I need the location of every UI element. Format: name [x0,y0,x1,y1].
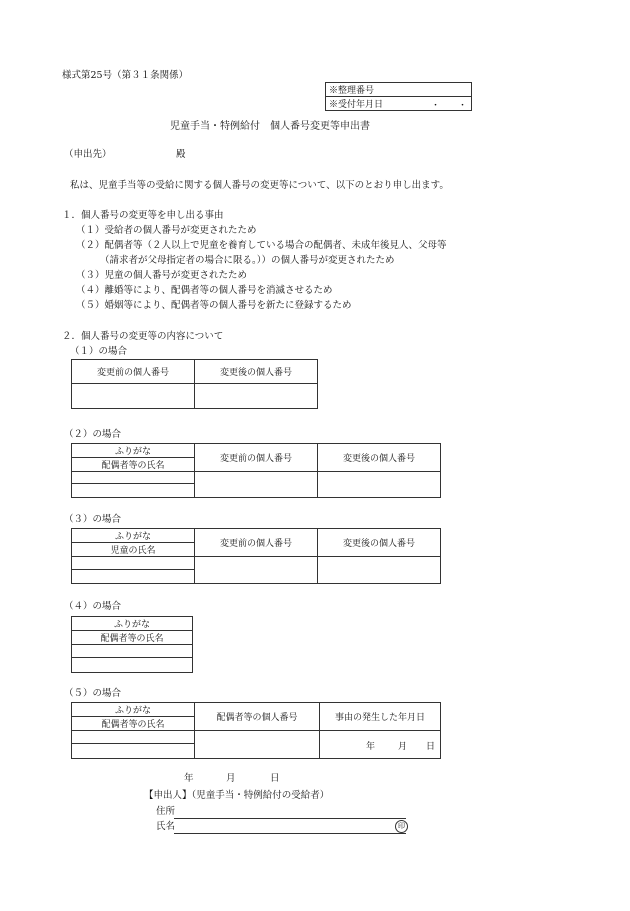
address-input[interactable] [174,818,406,819]
case3-name-header: 児童の氏名 [72,543,195,557]
case1-after-number-input[interactable] [195,384,318,409]
received-date-cell[interactable] [326,97,472,111]
case3-name-input[interactable] [72,570,195,584]
applicant-label: 【申出人】（児童手当・特例給付の受給者） [144,790,330,801]
case2-label: （２）の場合 [64,429,122,440]
case2-name-header: 配偶者等の氏名 [72,458,195,472]
reason-item: （４）離婚等により、配偶者等の個人番号を消滅させるため [76,285,333,296]
case5-table [71,702,441,759]
case4-name-input[interactable] [72,658,193,673]
case5-name-input[interactable] [72,744,195,759]
case2-before-header: 変更前の個人番号 [195,444,318,472]
name-label: 氏名 [156,821,176,832]
case3-before-header: 変更前の個人番号 [195,529,318,557]
case5-furigana-input[interactable] [72,731,195,744]
case1-after-header: 変更後の個人番号 [195,360,318,384]
reason-item: （５）婚姻等により、配偶者等の個人番号を新たに登録するため [76,300,352,311]
received-date-label: ※受付年月日 [329,100,384,110]
addressee-label: （申出先） [64,149,112,160]
admin-box [325,82,472,111]
seal-icon: 印 [395,820,408,833]
footer-date-month: 月 [226,773,236,784]
section1-heading: １．個人番号の変更等を申し出る事由 [62,210,224,221]
case4-table [71,616,193,673]
footer-date-year: 年 [184,773,194,784]
addressee-suffix: 殿 [176,149,186,160]
case1-label: （１）の場合 [70,346,128,357]
case3-furigana-header: ふりがな [72,529,195,543]
case3-table [71,528,441,584]
footer-date-day: 日 [270,773,280,784]
case3-after-number-input[interactable] [318,557,441,584]
case2-name-input[interactable] [72,484,195,498]
section2-heading: ２．個人番号の変更等の内容について [62,331,224,342]
case5-date-input[interactable] [320,731,441,759]
case5-number-input[interactable] [195,731,320,759]
case2-table [71,443,441,498]
case2-furigana-header: ふりがな [72,444,195,458]
case3-before-number-input[interactable] [195,557,318,584]
case5-day-unit: 日 [426,742,436,752]
case2-after-header: 変更後の個人番号 [318,444,441,472]
case4-furigana-input[interactable] [72,645,193,658]
case4-furigana-header: ふりがな [72,617,193,631]
case3-label: （３）の場合 [64,514,122,525]
case5-label: （５）の場合 [64,688,122,699]
case3-furigana-input[interactable] [72,557,195,570]
case2-furigana-input[interactable] [72,472,195,484]
case5-number-header: 配偶者等の個人番号 [195,703,320,731]
reason-item: （１）受給者の個人番号が変更されたため [76,225,257,236]
reason-item: （２）配偶者等（２人以上で児童を養育している場合の配偶者、未成年後見人、父母等 [76,240,447,251]
case5-year-unit: 年 [366,742,376,752]
address-label: 住所 [156,806,176,817]
received-date-dots: ・ ・ [431,101,468,111]
reason-item: （３）児童の個人番号が変更されたため [76,270,248,281]
name-input[interactable] [174,833,406,834]
ref-number-label: ※整理番号 [326,83,472,97]
case4-label: （４）の場合 [64,601,122,612]
case5-name-header: 配偶者等の氏名 [72,717,195,731]
case3-after-header: 変更後の個人番号 [318,529,441,557]
case2-after-number-input[interactable] [318,472,441,498]
case1-table [71,359,318,409]
case5-furigana-header: ふりがな [72,703,195,717]
case2-before-number-input[interactable] [195,472,318,498]
case5-date-header: 事由の発生した年月日 [320,703,441,731]
reason-item-continued: （請求者が父母指定者の場合に限る。））の個人番号が変更されたため [100,255,395,266]
case4-name-header: 配偶者等の氏名 [72,631,193,645]
intro-text: 私は、児童手当等の受給に関する個人番号の変更等について、以下のとおり申し出ます。 [70,180,449,191]
case1-before-header: 変更前の個人番号 [72,360,195,384]
page-title: 児童手当・特例給付 個人番号変更等申出書 [170,121,370,132]
case5-month-unit: 月 [398,742,408,752]
form-id: 様式第25号（第３１条関係） [62,70,189,81]
case1-before-number-input[interactable] [72,384,195,409]
